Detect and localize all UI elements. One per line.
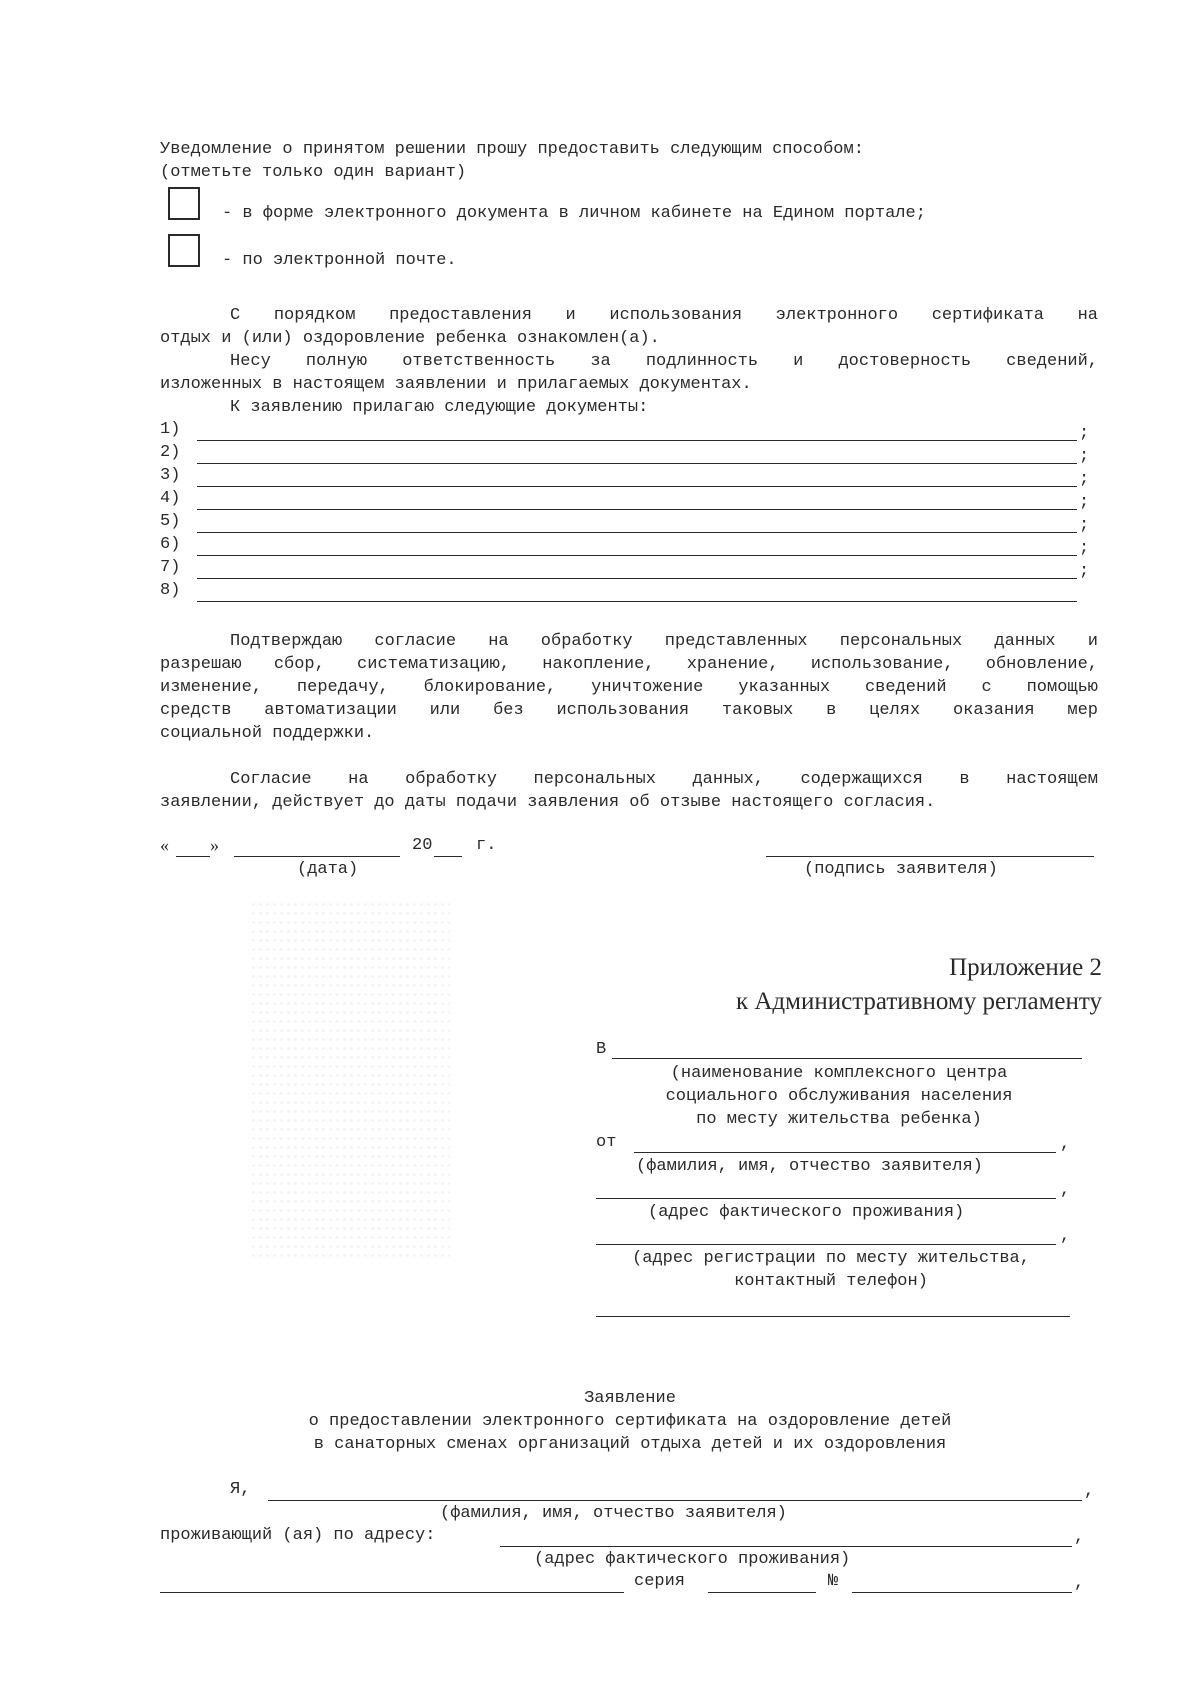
attachment-line-6[interactable] bbox=[197, 555, 1077, 556]
addressee-registration-comma: , bbox=[1060, 1227, 1071, 1246]
signature-caption: (подпись заявителя) bbox=[804, 860, 998, 879]
date-day-line[interactable] bbox=[176, 856, 210, 857]
application-title: Заявление bbox=[584, 1389, 676, 1408]
addressee-registration-caption-2: контактный телефон) bbox=[734, 1272, 928, 1291]
addressee-center-caption-1: (наименование комплексного центра bbox=[670, 1064, 1008, 1083]
attachment-end-1: ; bbox=[1079, 424, 1090, 443]
addressee-name-caption: (фамилия, имя, отчество заявителя) bbox=[636, 1157, 983, 1176]
consent-line-2: разрешаю сбор, систематизацию, накопление, хранение, использование, обновление, bbox=[160, 655, 1098, 674]
addressee-registration-line[interactable] bbox=[596, 1244, 1056, 1245]
option-email-label: - по электронной почте. bbox=[222, 251, 457, 270]
attachment-line-5[interactable] bbox=[197, 532, 1077, 533]
date-caption: (дата) bbox=[297, 860, 359, 879]
addressee-address-comma: , bbox=[1060, 1181, 1071, 1200]
application-series-label: серия bbox=[634, 1572, 686, 1591]
consent-validity-line-1: Согласие на обработку персональных данных, содержащихся в настоящем bbox=[230, 770, 1098, 789]
attachment-end-7: ; bbox=[1079, 562, 1090, 581]
attachment-num-3: 3) bbox=[160, 466, 181, 485]
para-familiar-line-2: отдых и (или) оздоровление ребенка ознакомлен(а). bbox=[160, 329, 660, 348]
application-residing-prefix: проживающий (ая) по адресу: bbox=[160, 1526, 436, 1545]
date-year-prefix: 20 bbox=[412, 836, 433, 855]
attachment-line-7[interactable] bbox=[197, 578, 1077, 579]
addressee-center-caption-2: социального обслуживания населения bbox=[665, 1087, 1013, 1106]
addressee-to-prefix: В bbox=[596, 1040, 607, 1059]
date-year-suffix: г. bbox=[476, 836, 497, 855]
addressee-address-line[interactable] bbox=[596, 1198, 1056, 1199]
addressee-center-line[interactable] bbox=[612, 1058, 1082, 1059]
attachment-line-8[interactable] bbox=[197, 601, 1077, 602]
attachment-line-2[interactable] bbox=[197, 463, 1077, 464]
attachment-num-7: 7) bbox=[160, 558, 181, 577]
attachment-line-1[interactable] bbox=[197, 440, 1077, 441]
date-quote-close: » bbox=[210, 835, 219, 855]
para-familiar-line-1: С порядком предоставления и использования электронного сертификата на bbox=[230, 306, 1098, 325]
attachment-end-3: ; bbox=[1079, 470, 1090, 489]
consent-line-5: социальной поддержки. bbox=[160, 724, 375, 743]
signature-line[interactable] bbox=[766, 856, 1094, 857]
appendix-subtitle: к Административному регламенту bbox=[735, 988, 1102, 1015]
date-quote-open: « bbox=[160, 835, 169, 855]
checkbox-electronic-portal[interactable] bbox=[168, 187, 200, 220]
attachment-line-4[interactable] bbox=[197, 509, 1077, 510]
para-responsibility-line-1: Несу полную ответственность за подлинность и достоверность сведений, bbox=[230, 352, 1098, 371]
para-responsibility-line-2: изложенных в настоящем заявлении и прилагаемых документах. bbox=[160, 375, 752, 394]
application-number-comma: , bbox=[1074, 1574, 1085, 1593]
attachment-end-5: ; bbox=[1079, 516, 1090, 535]
application-name-line[interactable] bbox=[268, 1500, 1082, 1501]
consent-validity-line-2: заявлении, действует до даты подачи заявления об отзыве настоящего согласия. bbox=[160, 793, 936, 812]
attachment-num-4: 4) bbox=[160, 489, 181, 508]
application-address-caption: (адрес фактического проживания) bbox=[534, 1550, 851, 1569]
addressee-registration-caption-1: (адрес регистрации по месту жительства, bbox=[632, 1249, 1030, 1268]
application-document-line[interactable] bbox=[160, 1592, 624, 1593]
addressee-name-comma: , bbox=[1060, 1135, 1071, 1154]
attachment-num-1: 1) bbox=[160, 420, 181, 439]
application-series-line[interactable] bbox=[708, 1592, 816, 1593]
application-address-comma: , bbox=[1074, 1528, 1085, 1547]
attachment-num-5: 5) bbox=[160, 512, 181, 531]
checkbox-email[interactable] bbox=[168, 234, 200, 267]
attachment-end-4: ; bbox=[1079, 493, 1090, 512]
addressee-phone-line[interactable] bbox=[596, 1316, 1070, 1317]
option-electronic-portal-label: - в форме электронного документа в личном кабинете на Едином портале; bbox=[222, 204, 926, 223]
date-year-line[interactable] bbox=[434, 856, 462, 857]
addressee-from-prefix: от bbox=[596, 1133, 617, 1152]
addressee-address-caption: (адрес фактического проживания) bbox=[648, 1203, 965, 1222]
notice-line-2: (отметьте только один вариант) bbox=[160, 163, 467, 182]
application-name-caption: (фамилия, имя, отчество заявителя) bbox=[440, 1504, 787, 1523]
application-name-comma: , bbox=[1084, 1482, 1095, 1501]
attachment-end-6: ; bbox=[1079, 539, 1090, 558]
attachment-end-2: ; bbox=[1079, 447, 1090, 466]
application-subtitle-2: в санаторных сменах организаций отдыха детей и их оздоровления bbox=[313, 1435, 947, 1454]
addressee-center-caption-3: по месту жительства ребенка) bbox=[696, 1110, 982, 1129]
date-month-line[interactable] bbox=[234, 856, 400, 857]
consent-line-3: изменение, передачу, блокирование, уничтожение указанных сведений с помощью bbox=[160, 678, 1098, 697]
attachment-num-8: 8) bbox=[160, 581, 181, 600]
application-address-line[interactable] bbox=[500, 1546, 1072, 1547]
appendix-title: Приложение 2 bbox=[949, 954, 1102, 981]
scan-noise bbox=[250, 900, 450, 1260]
consent-line-1: Подтверждаю согласие на обработку представленных персональных данных и bbox=[230, 632, 1098, 651]
application-subtitle-1: о предоставлении электронного сертификата на оздоровление детей bbox=[308, 1412, 952, 1431]
attachments-intro: К заявлению прилагаю следующие документы: bbox=[230, 398, 649, 417]
application-i-prefix: Я, bbox=[230, 1480, 251, 1499]
attachment-num-6: 6) bbox=[160, 535, 181, 554]
attachment-num-2: 2) bbox=[160, 443, 181, 462]
consent-line-4: средств автоматизации или без использования таковых в целях оказания мер bbox=[160, 701, 1098, 720]
notice-line-1: Уведомление о принятом решении прошу предоставить следующим способом: bbox=[160, 140, 864, 159]
addressee-name-line[interactable] bbox=[634, 1152, 1056, 1153]
application-number-line[interactable] bbox=[852, 1592, 1072, 1593]
attachment-line-3[interactable] bbox=[197, 486, 1077, 487]
application-number-label: № bbox=[828, 1572, 839, 1591]
